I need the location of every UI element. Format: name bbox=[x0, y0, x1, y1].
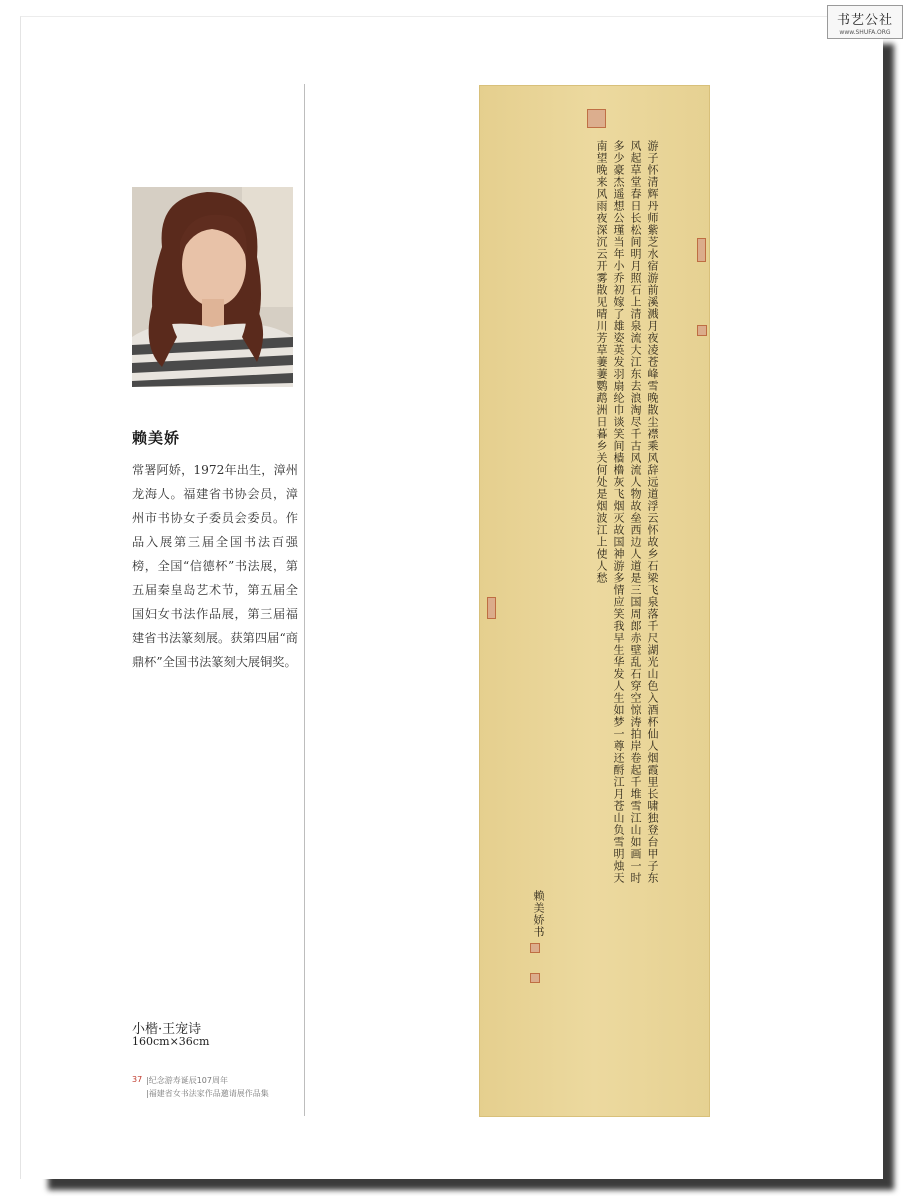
seal-top bbox=[587, 109, 606, 128]
seal-left bbox=[487, 597, 496, 619]
artist-name: 赖美娇 bbox=[132, 429, 181, 447]
calligraphy-text: 游子怀清辉丹师紫芝水宿游前溪溅月夜凌苍峰雪晚散尘襟乘风辞远道浮云怀故乡石梁飞泉落千尺湖光山色入酒杯仙人烟霞里长啸独登台甲子东风起草堂春日长松间明月照石上清泉流大江东去浪淘尽千古风流人物故垒西边人道是三国周郎赤壁乱石穿空惊涛拍岸卷起千堆雪江山如画一时多少豪杰遥想公瑾当年小乔初嫁了雄姿英发羽扇纶巾谈笑间樯橹灰飞烟灭故国神游多情应笑我早生华发人生如梦一尊还酹江月苍山负雪明烛天南望晚来风雨夜深沉云开雾散见晴川芳草萋萋鹦鹉洲日暮乡关何处是烟波江上使人愁 bbox=[595, 140, 659, 884]
page-number: 37 bbox=[132, 1075, 143, 1084]
artwork-size: 160cm×36cm bbox=[132, 1035, 210, 1048]
seal-side-2 bbox=[697, 325, 707, 336]
watermark-title: 书艺公社 bbox=[836, 13, 893, 28]
artwork-title: 小楷·王宠诗 bbox=[132, 1022, 202, 1037]
calligraphy-signature: 赖美娇书 bbox=[532, 890, 545, 938]
site-watermark-logo bbox=[827, 5, 903, 39]
seal-name-2 bbox=[530, 973, 540, 983]
seal-name bbox=[530, 943, 540, 953]
seal-side-1 bbox=[697, 238, 706, 262]
column-divider bbox=[304, 84, 305, 1116]
footer-line-2: |福建省女书法家作品邀请展作品集 bbox=[146, 1089, 269, 1098]
artist-portrait bbox=[132, 187, 293, 387]
artist-bio: 常署阿娇，1972年出生，漳州龙海人。福建省书协会员，漳州市书协女子委员会委员。作品入展第三届全国书法百强榜，全国“信德杯”书法展，第五届秦皇岛艺术节，第五届全国妇女书法作品展，第三届福建省书法篆刻展。获第四届“商鼎杯”全国书法篆刻大展铜奖。 bbox=[132, 463, 298, 669]
footer-line-1: |纪念游寿诞辰107周年 bbox=[146, 1076, 228, 1085]
watermark-url: www.SHUFA.ORG bbox=[839, 29, 891, 36]
